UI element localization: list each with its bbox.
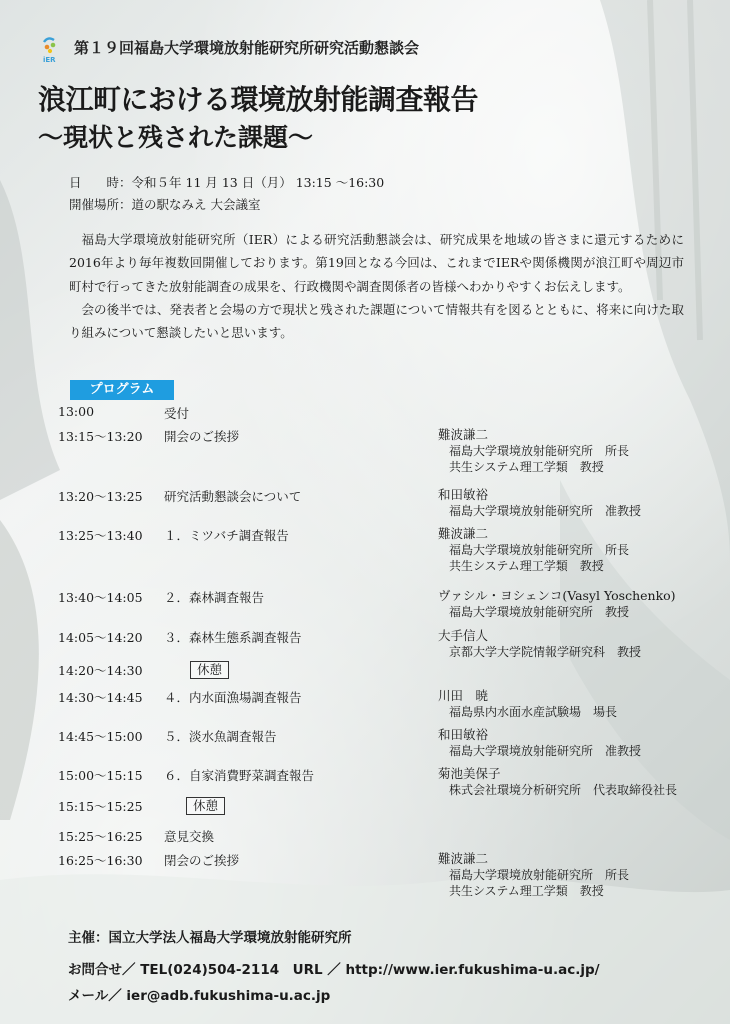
program-speaker: 菊池美保子	[438, 766, 501, 781]
program-speaker-block	[438, 851, 629, 899]
program-speaker: 和田敏裕	[438, 487, 489, 502]
program-event: ２．森林調査報告	[164, 590, 265, 605]
svg-text:iER: iER	[43, 56, 56, 64]
program-speaker: 難波謙二	[438, 526, 489, 541]
program-speaker-block	[438, 688, 617, 720]
break-badge: 休憩	[186, 797, 225, 815]
program-event: 研究活動懇談会について	[164, 489, 302, 504]
program-event: １．ミツバチ調査報告	[164, 528, 289, 543]
ier-logo-icon	[38, 34, 66, 64]
program-speaker: 川田 暁	[438, 688, 489, 703]
program-time: 14:45～15:00	[58, 729, 143, 744]
program-event: ５．淡水魚調査報告	[164, 729, 277, 744]
break-badge: 休憩	[190, 661, 229, 679]
program-affiliation: 福島大学環境放射能研究所 教授	[449, 605, 630, 619]
date-row	[69, 172, 384, 194]
program-speaker-block	[438, 487, 641, 519]
intro-paragraph-2: 会の後半では、発表者と会場の方で現状と残された課題について情報共有を図るとともに、将来に向けた取り組みについて懇談したいと思います。	[69, 301, 684, 341]
program-event: 閉会のご挨拶	[164, 853, 240, 868]
program-event: ４．内水面漁場調査報告	[164, 690, 302, 705]
program-affiliation: 福島大学環境放射能研究所 所長	[449, 543, 630, 557]
program-event: 開会のご挨拶	[164, 429, 240, 444]
program-time: 13:40～14:05	[58, 590, 143, 605]
program-affiliation: 京都大学大学院情報学研究科 教授	[449, 645, 642, 659]
program-speaker: 大手信人	[438, 628, 489, 643]
program-affiliation: 福島大学環境放射能研究所 所長	[449, 444, 630, 458]
venue-row	[69, 194, 384, 216]
program-affiliation: 福島大学環境放射能研究所 准教授	[449, 744, 642, 758]
intro-paragraph-1: 福島大学環境放射能研究所（IER）による研究活動懇談会は、研究成果を地域の皆さまに還元するために2016年より毎年複数回開催しております。第19回となる今回は、これまでIERや関係機関が浪江町や周辺市町村で行ってきた放射能調査の成果を、行政機関や調査関係者の皆様へわかりやすくお伝えします。	[69, 232, 684, 294]
program-speaker: 和田敏裕	[438, 727, 489, 742]
program-speaker-block	[438, 526, 629, 574]
program-speaker-block	[438, 588, 676, 620]
program-time: 14:30～14:45	[58, 690, 143, 705]
program-event	[190, 661, 229, 679]
program-event: 受付	[164, 406, 190, 421]
program-time: 13:00	[58, 404, 95, 419]
program-event: ３．森林生態系調査報告	[164, 630, 302, 645]
program-time: 13:15～13:20	[58, 429, 143, 444]
conference-title: 第１９回福島大学環境放射能研究所研究活動懇談会	[74, 39, 420, 57]
program-time: 13:20～13:25	[58, 489, 143, 504]
program-time: 15:25～16:25	[58, 829, 143, 844]
program-time: 15:15～15:25	[58, 799, 143, 814]
program-speaker-block	[438, 427, 629, 475]
main-title: 浪江町における環境放射能調査報告	[38, 83, 479, 116]
program-speaker-block	[438, 727, 641, 759]
program-affiliation: 共生システム理工学類 教授	[449, 559, 604, 573]
program-time: 15:00～15:15	[58, 768, 143, 783]
event-info	[69, 172, 384, 216]
program-affiliation: 福島大学環境放射能研究所 准教授	[449, 504, 642, 518]
program-speaker: 難波謙二	[438, 851, 489, 866]
program-event: 意見交換	[164, 829, 215, 844]
program-time: 16:25～16:30	[58, 853, 143, 868]
program-speaker: 難波謙二	[438, 427, 489, 442]
program-affiliation: 株式会社環境分析研究所 代表取締役社長	[449, 783, 678, 797]
organizer: 主催：国立大学法人福島大学環境放射能研究所	[68, 930, 352, 946]
program-time: 13:25～13:40	[58, 528, 143, 543]
program-label: プログラム	[70, 380, 174, 400]
footer	[68, 926, 600, 1004]
program-speaker-block	[438, 628, 641, 660]
program-affiliation: 福島県内水面水産試験場 場長	[449, 705, 618, 719]
program-time: 14:20～14:30	[58, 663, 143, 678]
program-speaker-block	[438, 766, 677, 798]
program-event: ６．自家消費野菜調査報告	[164, 768, 315, 783]
program-affiliation: 共生システム理工学類 教授	[449, 460, 604, 474]
intro-text	[69, 228, 684, 344]
subtitle: ～現状と残された課題～	[38, 123, 314, 152]
date-label: 日 時：	[69, 175, 132, 190]
date-value: 令和５年 11 月 13 日（月） 13:15 ～16:30	[131, 175, 385, 190]
venue-value: 道の駅なみえ 大会議室	[131, 197, 261, 212]
program-affiliation: 福島大学環境放射能研究所 所長	[449, 868, 630, 882]
program-speaker: ヴァシル・ヨシェンコ(Vasyl Yoschenko)	[438, 588, 676, 603]
email-line: メール／ ier@adb.fukushima-u.ac.jp	[68, 988, 331, 1004]
program-time: 14:05～14:20	[58, 630, 143, 645]
program-affiliation: 共生システム理工学類 教授	[449, 884, 604, 898]
contact-line: お問合せ／ TEL(024)504-2114 URL ／ http://www.ier.fukushima-u.ac.jp/	[68, 962, 600, 978]
program-event	[186, 797, 225, 815]
venue-label: 開催場所：	[69, 197, 132, 212]
